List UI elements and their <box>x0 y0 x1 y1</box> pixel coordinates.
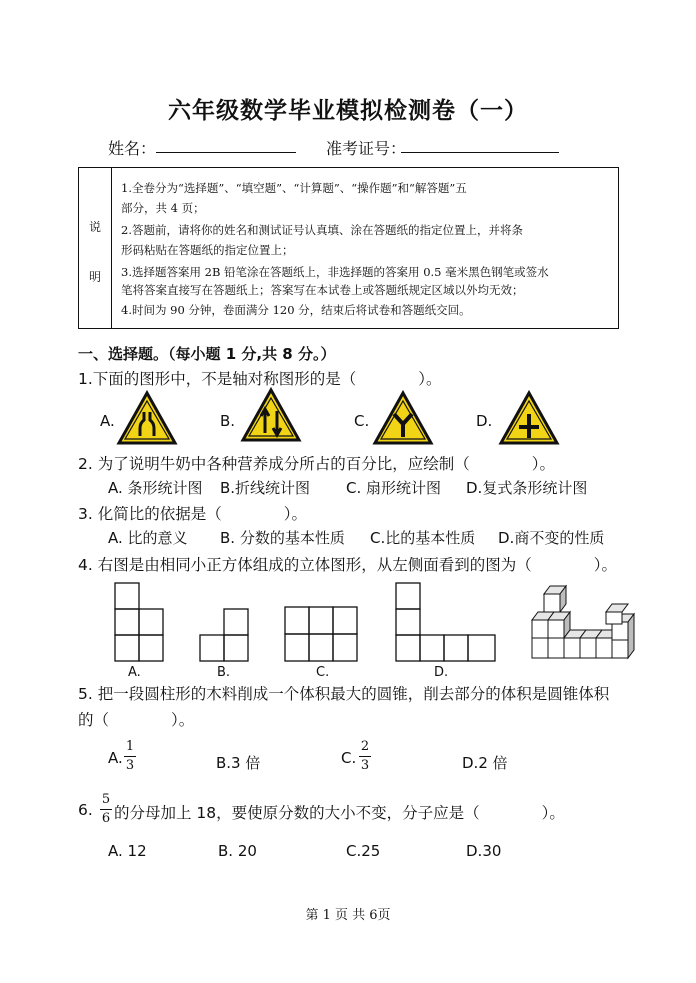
q3-option-b[interactable]: B. 分数的基本性质 <box>220 529 345 547</box>
q2-option-a[interactable]: A. 条形统计图 <box>108 479 203 497</box>
section-heading-choice: 一、选择题。（每小题 1 分,共 8 分。） <box>78 345 336 363</box>
q1-option-c[interactable]: C. <box>354 412 370 430</box>
q5-option-a-fraction <box>124 740 136 773</box>
exam-id-field[interactable] <box>401 152 559 153</box>
fraction-denominator: 6 <box>101 811 111 826</box>
q4-option-c[interactable]: C. <box>316 665 330 680</box>
question-6-text: 的分母加上 18，要使原分数的大小不变，分子应是（ ）。 <box>114 804 565 822</box>
name-field[interactable] <box>156 152 296 153</box>
question-4-text: 4. 右图是由相同小正方体组成的立体图形，从左侧面看到的图为（ ）。 <box>78 556 617 574</box>
q4-option-b[interactable]: B. <box>217 665 231 680</box>
side-label-char-1: 说 <box>88 220 101 234</box>
q5-option-a[interactable]: A. <box>108 749 123 767</box>
q2-option-b[interactable]: B.折线统计图 <box>220 479 311 497</box>
fraction-numerator: 1 <box>125 739 135 754</box>
instructions-side-label <box>79 168 112 328</box>
q5-option-c[interactable]: C. <box>341 749 357 767</box>
view-option-d-figure <box>395 582 499 662</box>
q6-option-c[interactable]: C.25 <box>346 842 381 860</box>
q2-option-d[interactable]: D.复式条形统计图 <box>466 479 588 497</box>
rule-line: 部分，共 4 页； <box>121 201 205 215</box>
q1-option-d[interactable]: D. <box>476 412 493 430</box>
q3-option-d[interactable]: D.商不变的性质 <box>498 529 605 547</box>
page-footer: 第 1 页 共 6页 <box>305 908 391 923</box>
page-title: 六年级数学毕业模拟检测卷（一） <box>168 98 528 124</box>
q1-option-a[interactable]: A. <box>100 412 115 430</box>
rule-line: 1.全卷分为“选择题”、“填空题”、“计算题”、“操作题”和“解答题”五 <box>121 181 467 195</box>
q6-option-a[interactable]: A. 12 <box>108 842 147 860</box>
question-5-text-line-1: 5. 把一段圆柱形的木料削成一个体积最大的圆锥，削去部分的体积是圆锥体积 <box>78 685 610 703</box>
q5-option-d[interactable]: D.2 倍 <box>462 754 508 772</box>
question-3-text: 3. 化简比的依据是（ ）。 <box>78 505 307 523</box>
fraction-denominator: 3 <box>125 758 135 773</box>
q4-option-d[interactable]: D. <box>434 665 449 680</box>
q3-option-c[interactable]: C.比的基本性质 <box>370 529 476 547</box>
q2-option-c[interactable]: C. 扇形统计图 <box>346 479 442 497</box>
rule-line: 笔将答案直接写在答题纸上；答案写在本试卷上或答题纸规定区域以外均无效； <box>121 283 524 297</box>
question-6-number: 6. <box>78 801 93 819</box>
q5-option-b[interactable]: B.3 倍 <box>216 754 261 772</box>
side-label-char-2: 明 <box>88 270 101 284</box>
fraction-numerator: 2 <box>360 739 370 754</box>
fraction-bar <box>100 809 112 810</box>
name-label: 姓名： <box>108 139 157 158</box>
view-option-a-figure <box>114 582 166 662</box>
road-narrows-sign <box>116 390 178 446</box>
y-junction-sign <box>372 390 434 446</box>
solid-cube-figure <box>530 582 638 662</box>
rule-line: 3.选择题答案用 2B 铅笔涂在答题纸上，非选择题的答案用 0.5 毫米黑色钢笔或签水 <box>121 265 549 279</box>
view-option-c-figure <box>284 606 360 662</box>
q6-option-b[interactable]: B. 20 <box>218 842 257 860</box>
q6-option-d[interactable]: D.30 <box>466 842 502 860</box>
q1-option-b[interactable]: B. <box>220 412 236 430</box>
view-option-b-figure <box>199 608 251 662</box>
exam-id-label: 准考证号： <box>326 139 407 158</box>
question-5-text-line-2: 的（ ）。 <box>78 711 195 729</box>
q5-option-c-fraction <box>359 740 371 773</box>
question-1-text: 1.下面的图形中，不是轴对称图形的是（ ）。 <box>78 370 442 388</box>
fraction-numerator: 5 <box>101 792 111 807</box>
question-2-text: 2. 为了说明牛奶中各种营养成分所占的百分比，应绘制（ ）。 <box>78 455 555 473</box>
rule-line: 形码粘贴在答题纸的指定位置上； <box>121 243 294 257</box>
fraction-bar <box>359 756 371 757</box>
q3-option-a[interactable]: A. 比的意义 <box>108 529 188 547</box>
crossroad-sign <box>498 390 560 446</box>
fraction-bar <box>124 756 136 757</box>
instructions-box <box>78 167 619 329</box>
q4-option-a[interactable]: A. <box>128 665 141 680</box>
rule-line: 4.时间为 90 分钟，卷面满分 120 分，结束后将试卷和答题纸交回。 <box>121 303 471 317</box>
q6-fraction <box>100 793 112 826</box>
rule-line: 2.答题前，请将你的姓名和测试证号认真填、涂在答题纸的指定位置上，并将条 <box>121 223 523 237</box>
fraction-denominator: 3 <box>360 758 370 773</box>
two-way-traffic-sign <box>240 387 302 443</box>
